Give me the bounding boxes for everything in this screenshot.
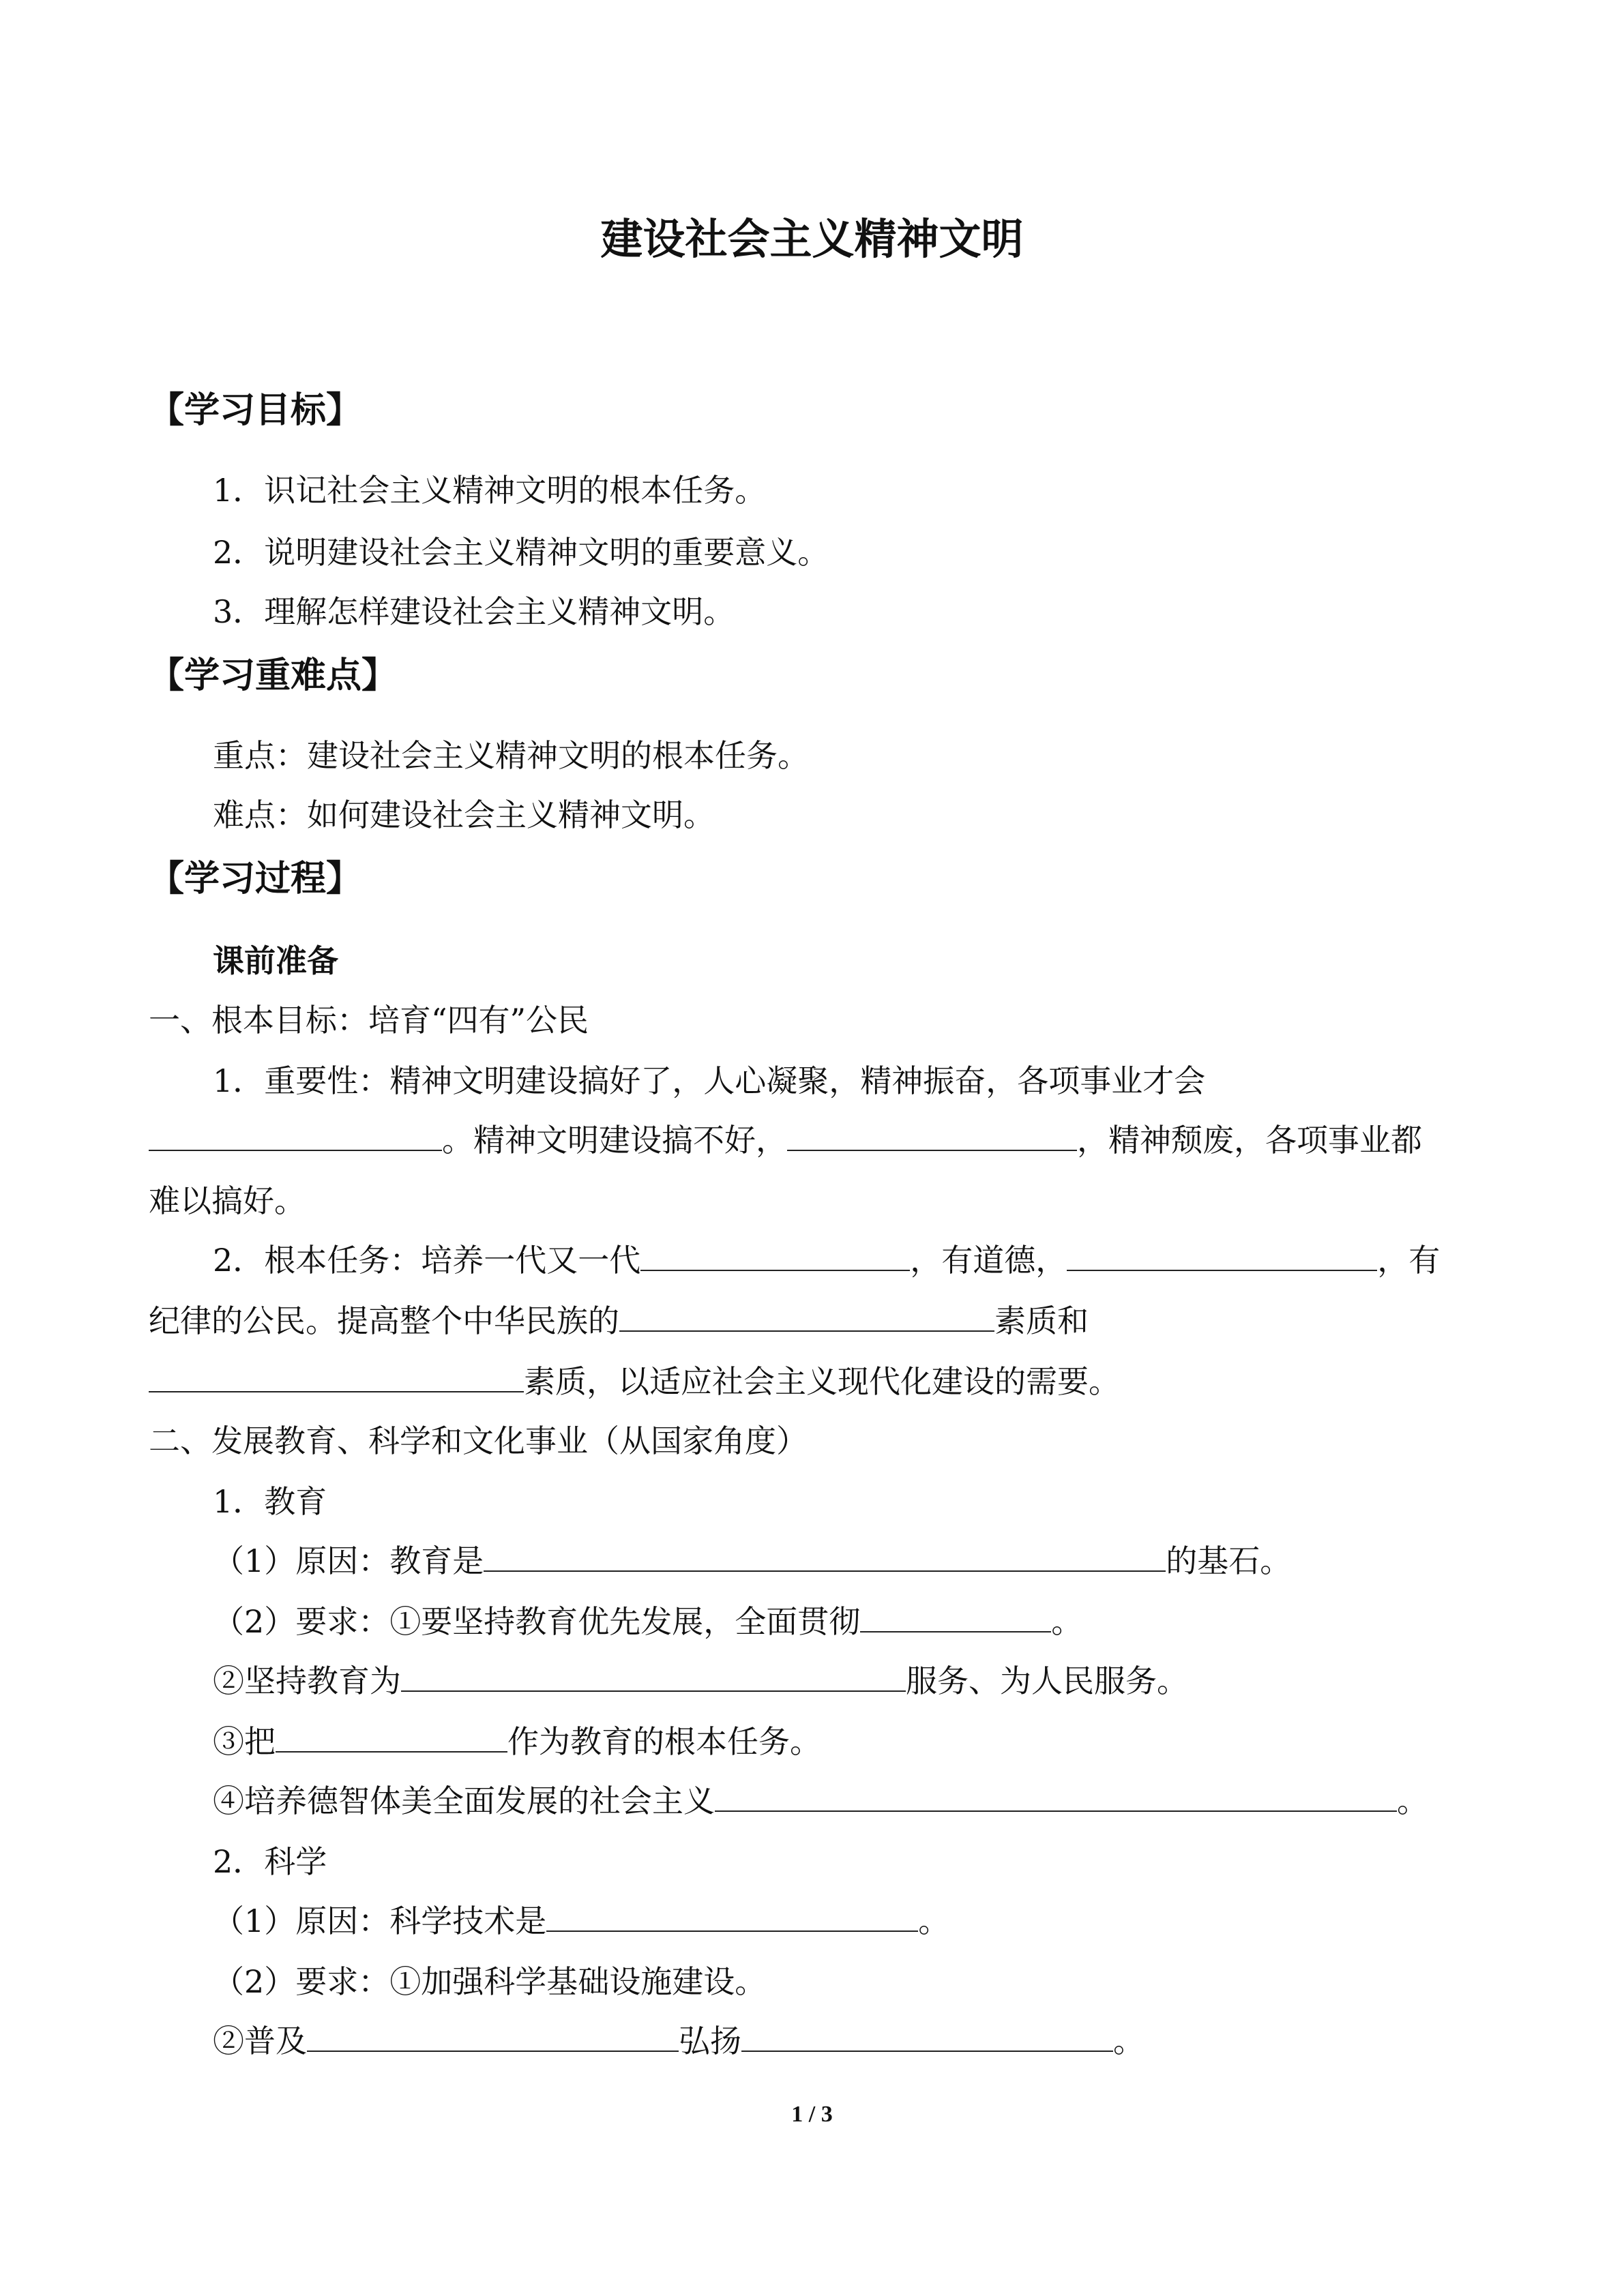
fill-blank[interactable] — [401, 1660, 906, 1692]
text-segment: 的基石。 — [1166, 1542, 1292, 1579]
line-sci-reason — [213, 1897, 949, 1945]
text-segment: 。 — [1113, 2023, 1145, 2059]
line-edu-req-1 — [213, 1598, 1082, 1645]
prep-subheading: 课前准备 — [213, 942, 338, 979]
fill-blank[interactable] — [149, 1361, 524, 1392]
key-point: 重点：建设社会主义精神文明的根本任务。 — [213, 737, 809, 774]
text-segment: ③把 — [213, 1723, 276, 1760]
section-1-title: 一、根本目标：培育“四有”公民 — [149, 1002, 589, 1039]
text-segment: 2．根本任务：培养一代又一代 — [213, 1242, 641, 1279]
line-task — [213, 1236, 1440, 1284]
text-segment: 。 — [1397, 1783, 1428, 1819]
line-edu-reason — [213, 1537, 1291, 1585]
line-sci-req-2 — [213, 2017, 1145, 2065]
text-segment: ②普及 — [213, 2023, 307, 2059]
objective-item-1: 1．识记社会主义精神文明的根本任务。 — [213, 472, 767, 509]
line-importance-end: 难以搞好。 — [149, 1182, 306, 1219]
line-edu-req-2 — [213, 1657, 1188, 1705]
line-task-cont — [149, 1297, 1089, 1345]
science-subheading: 2．科学 — [213, 1843, 327, 1880]
text-segment: 1．重要性：精神文明建设搞好了，人心凝聚，精神振奋，各项事业才会 — [213, 1062, 1206, 1099]
text-segment: 素质，以适应社会主义现代化建设的需要。 — [524, 1363, 1120, 1400]
text-segment: ②坚持教育为 — [213, 1663, 401, 1699]
section-2-title: 二、发展教育、科学和文化事业（从国家角度） — [149, 1422, 808, 1459]
process-heading: 【学习过程】 — [149, 859, 362, 899]
text-segment: 纪律的公民。提高整个中华民族的 — [149, 1302, 619, 1339]
text-segment: （1）原因：科学技术是 — [213, 1903, 547, 1939]
fill-blank[interactable] — [1067, 1240, 1377, 1271]
text-segment: 服务、为人民服务。 — [906, 1663, 1188, 1699]
text-segment: （2）要求：①要坚持教育优先发展，全面贯彻 — [213, 1603, 861, 1640]
objective-item-3: 3．理解怎样建设社会主义精神文明。 — [213, 593, 735, 630]
objectives-heading: 【学习目标】 — [149, 390, 362, 431]
fill-blank[interactable] — [715, 1780, 1397, 1812]
fill-blank[interactable] — [149, 1120, 442, 1151]
page-number: 1 / 3 — [791, 2102, 833, 2127]
text-segment: 作为教育的根本任务。 — [507, 1723, 821, 1760]
difficult-point: 难点：如何建设社会主义精神文明。 — [213, 796, 715, 833]
line-edu-req-4 — [213, 1777, 1428, 1825]
fill-blank[interactable] — [546, 1900, 918, 1932]
text-segment: ，精神颓废，各项事业都 — [1077, 1122, 1422, 1159]
line-sci-req-1: （2）要求：①加强科学基础设施建设。 — [213, 1963, 767, 2000]
text-segment: 。 — [1051, 1603, 1083, 1640]
education-subheading: 1．教育 — [213, 1483, 327, 1520]
fill-blank[interactable] — [619, 1300, 994, 1332]
fill-blank[interactable] — [276, 1721, 507, 1753]
fill-blank[interactable] — [860, 1601, 1051, 1632]
line-importance — [213, 1057, 1205, 1105]
fill-blank[interactable] — [787, 1120, 1077, 1151]
text-segment: ④培养德智体美全面发展的社会主义 — [213, 1783, 715, 1819]
text-segment: 。精神文明建设搞不好， — [442, 1122, 787, 1159]
fill-blank[interactable] — [484, 1540, 1166, 1572]
document-title: 建设社会主义精神文明 — [600, 214, 1024, 264]
text-segment: 弘扬 — [679, 2023, 741, 2059]
line-edu-req-3 — [213, 1718, 821, 1765]
text-segment: ，有 — [1377, 1242, 1441, 1279]
text-segment: ，有道德， — [910, 1242, 1067, 1279]
text-segment: （1）原因：教育是 — [213, 1542, 484, 1579]
line-importance-cont — [149, 1116, 1422, 1164]
text-segment: 素质和 — [994, 1302, 1089, 1339]
fill-blank[interactable] — [640, 1240, 910, 1271]
keypoints-heading: 【学习重难点】 — [149, 655, 398, 696]
fill-blank[interactable] — [741, 2021, 1113, 2052]
objective-item-2: 2．说明建设社会主义精神文明的重要意义。 — [213, 534, 829, 571]
text-segment: 。 — [918, 1903, 950, 1939]
line-task-end — [149, 1358, 1120, 1405]
fill-blank[interactable] — [307, 2021, 679, 2052]
